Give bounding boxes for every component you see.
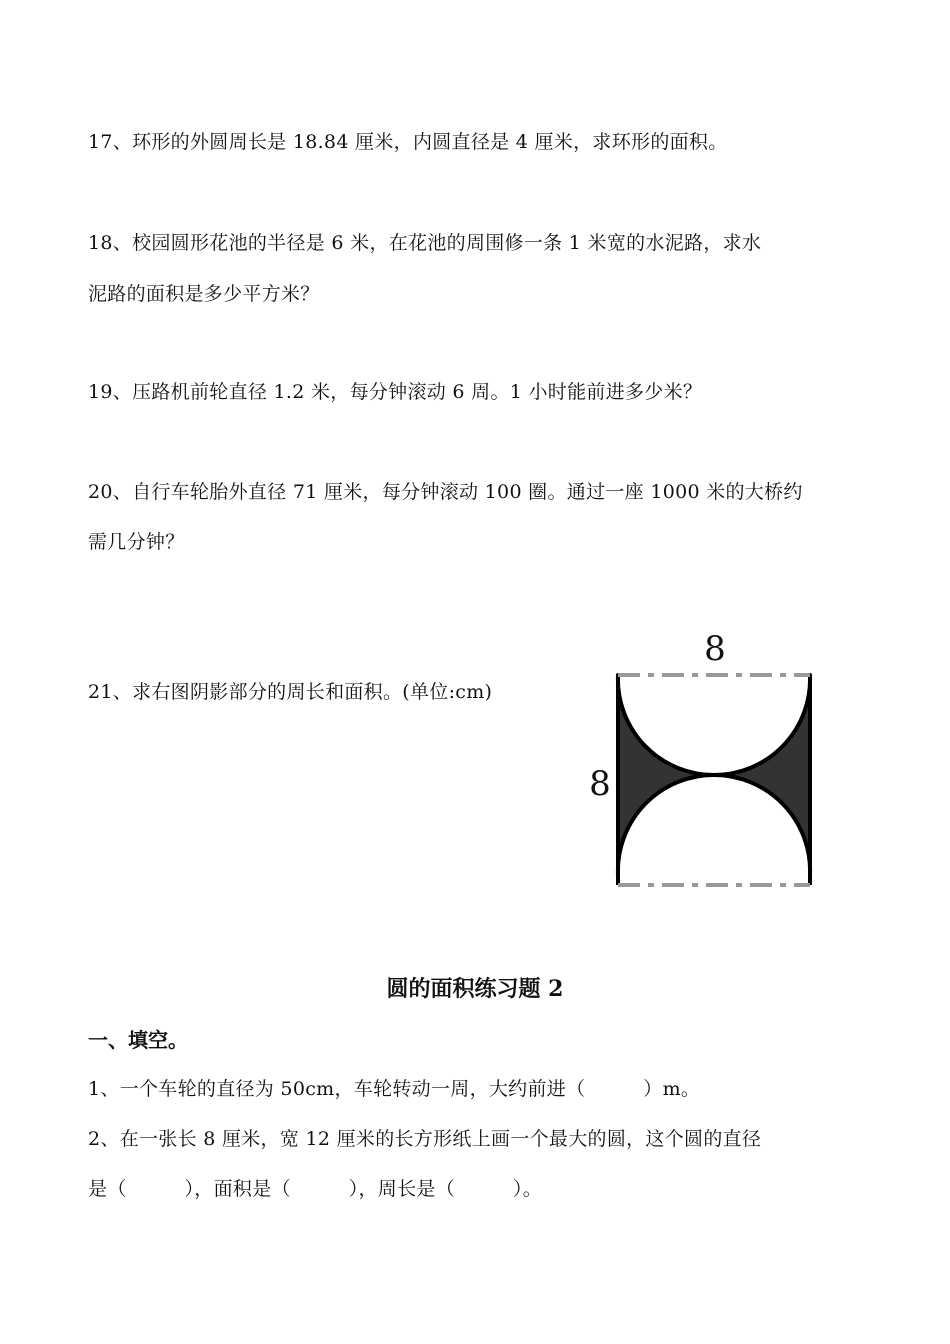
problem-18-line-2: 泥路的面积是多少平方米？: [88, 283, 320, 305]
exercise-title: 圆的面积练习题 2: [386, 976, 564, 1002]
problem-17: 17、环形的外圆周长是 18.84 厘米，内圆直径是 4 厘米，求环形的面积。: [88, 131, 728, 153]
problem-21: 21、求右图阴影部分的周长和面积。(单位:cm): [88, 681, 493, 703]
fill-question-2-line-2: 是（ ），面积是（ ），周长是（ ）。: [88, 1178, 543, 1200]
shaded-figure: [580, 620, 840, 900]
fill-question-2-line-1: 2、在一张长 8 厘米，宽 12 厘米的长方形纸上画一个最大的圆，这个圆的直径: [88, 1128, 762, 1150]
shaded-region: [618, 675, 810, 875]
problem-20-line-1: 20、自行车轮胎外直径 71 厘米，每分钟滚动 100 圈。通过一座 1000 米的大桥约: [88, 481, 803, 503]
problem-18-line-1: 18、校园圆形花池的半径是 6 米，在花池的周围修一条 1 米宽的水泥路，求水: [88, 232, 762, 254]
section-heading: 一、填空。: [88, 1028, 188, 1052]
problem-20-line-2: 需几分钟？: [88, 531, 185, 553]
side-dimension-label: 8: [589, 764, 611, 804]
top-dimension-label: 8: [704, 629, 726, 669]
fill-question-1: 1、一个车轮的直径为 50cm，车轮转动一周，大约前进（ ）m。: [88, 1078, 701, 1100]
problem-19: 19、压路机前轮直径 1.2 米，每分钟滚动 6 周。1 小时能前进多少米？: [88, 381, 703, 403]
